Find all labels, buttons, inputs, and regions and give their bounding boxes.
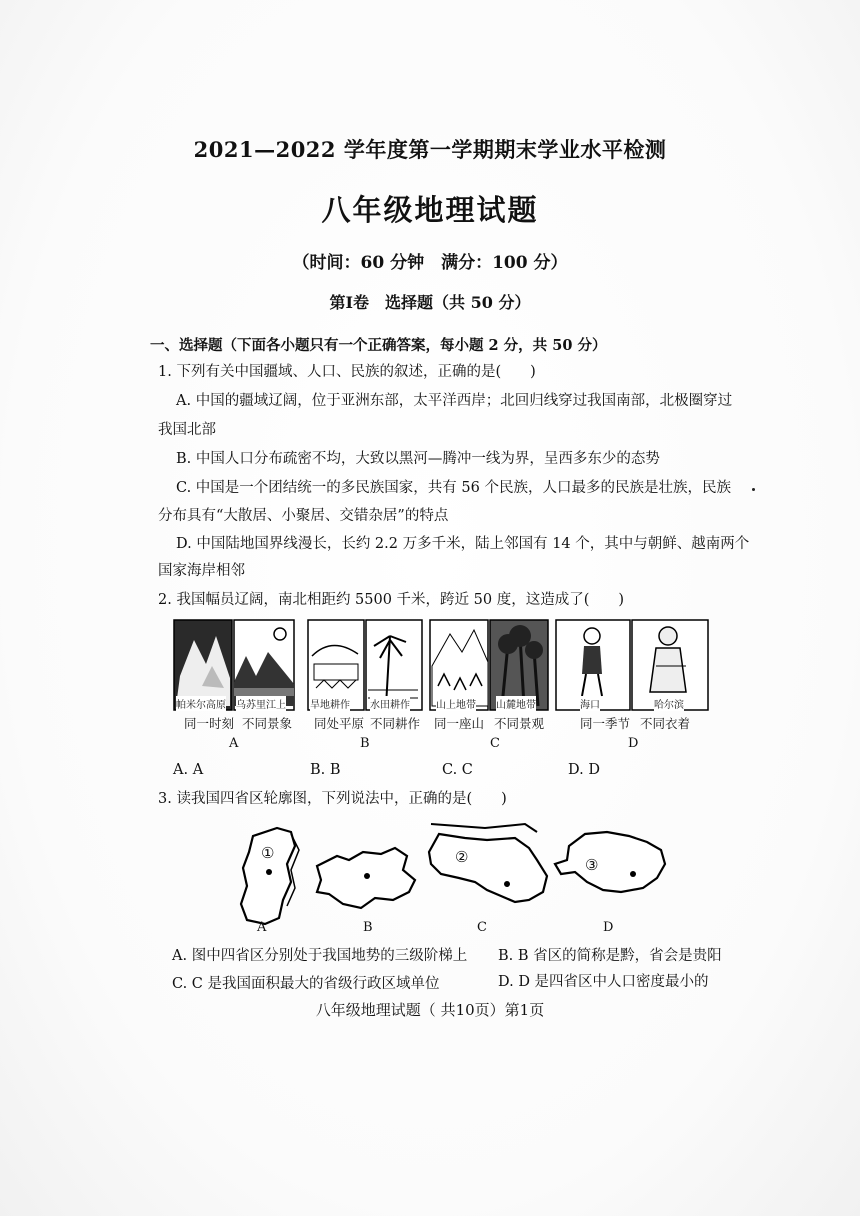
q1-option-d: D. 中国陆地国界线漫长，长约 2.2 万多千米，陆上邻国有 14 个，其中与朝鲜、越南两个	[176, 536, 750, 552]
panel-b-right-label: 水田耕作	[370, 696, 410, 711]
q3-option-b: B. B 省区的简称是黔，省会是贵阳	[498, 948, 722, 964]
q3-figure	[225, 820, 680, 938]
section-heading: 一、选择题（下面各小题只有一个正确答案，每小题 2 分，共 50 分）	[150, 337, 607, 354]
q1-option-c-cont: 分布具有“大散居、小聚居、交错杂居”的特点	[158, 508, 449, 524]
q3-option-c: C. C 是我国面积最大的省级行政区域单位	[172, 976, 440, 992]
q1-option-d-cont: 国家海岸相邻	[158, 563, 245, 579]
province-c-outline	[429, 834, 547, 902]
panel-b-letter: B	[360, 736, 370, 751]
q1-option-a: A. 中国的疆域辽阔，位于亚洲东部，太平洋西岸；北回归线穿过我国南部，北极圈穿过	[176, 393, 733, 409]
panel-a-caption-2: 不同景象	[242, 716, 293, 731]
panel-d-caption-1: 同一季节	[580, 716, 631, 731]
marker-2: ②	[455, 848, 469, 866]
panel-b-left-label: 旱地耕作	[310, 696, 350, 711]
q2-stem: 2. 我国幅员辽阔，南北相距约 5500 千米，跨近 50 度，这造成了( )	[158, 592, 625, 608]
panel-d-caption-2: 不同衣着	[640, 716, 691, 731]
province-a-outline	[241, 828, 295, 924]
panel-a-left-label: 帕米尔高原	[176, 696, 226, 711]
part-heading: 第Ⅰ卷 选择题（共 50 分）	[329, 293, 531, 312]
q1-stem: 1. 下列有关中国疆域、人口、民族的叙述，正确的是( )	[158, 364, 536, 380]
panel-d-images	[556, 620, 708, 710]
panel-c-right-label: 山麓地带	[496, 696, 536, 711]
marker-1: ①	[261, 844, 275, 862]
exam-title: 2021—2022 学年度第一学期期末学业水平检测	[193, 137, 667, 162]
marker-3: ③	[585, 856, 599, 874]
q3-option-d: D. D 是四省区中人口密度最小的	[498, 974, 709, 990]
q3-stem: 3. 读我国四省区轮廓图，下列说法中，正确的是( )	[158, 791, 507, 807]
panel-d-left-label: 海口	[580, 696, 600, 711]
subject-title: 八年级地理试题	[321, 193, 539, 227]
q2-option-c: C. C	[442, 762, 473, 778]
province-b-letter: B	[363, 920, 373, 935]
q1-option-c: C. 中国是一个团结统一的多民族国家，共有 56 个民族，人口最多的民族是壮族，民族	[176, 480, 731, 496]
time-info: （时间：60 分钟 满分：100 分）	[292, 253, 568, 273]
province-a-letter: A	[257, 920, 267, 935]
panel-c-caption-2: 不同景观	[494, 716, 545, 731]
q2-option-d: D. D	[568, 762, 600, 778]
q1-option-b: B. 中国人口分布疏密不均，大致以黑河—腾冲一线为界，呈西多东少的态势	[176, 451, 660, 467]
panel-d-right-label: 哈尔滨	[654, 696, 684, 711]
province-d-letter: D	[603, 920, 614, 935]
panel-c-letter: C	[490, 736, 500, 751]
province-d-outline	[555, 832, 665, 892]
panel-b-caption-1: 同处平原	[314, 716, 365, 731]
q2-option-b: B. B	[310, 762, 341, 778]
panel-b-caption-2: 不同耕作	[370, 716, 421, 731]
q2-figure	[172, 616, 722, 776]
panel-a-right-label: 乌苏里江上	[236, 696, 286, 711]
panel-a-caption-1: 同一时刻	[184, 716, 235, 731]
q2-option-a: A. A	[173, 762, 204, 778]
page-footer: 八年级地理试题（ 共10页）第1页	[315, 1001, 545, 1019]
panel-d-letter: D	[628, 736, 639, 751]
stray-dot	[752, 488, 755, 491]
q1-option-a-cont: 我国北部	[158, 422, 216, 438]
panel-a-letter: A	[229, 736, 239, 751]
q3-option-a: A. 图中四省区分别处于我国地势的三级阶梯上	[172, 948, 468, 964]
province-c-letter: C	[477, 920, 487, 935]
panel-c-caption-1: 同一座山	[434, 716, 485, 731]
panel-c-left-label: 山上地带	[436, 696, 476, 711]
